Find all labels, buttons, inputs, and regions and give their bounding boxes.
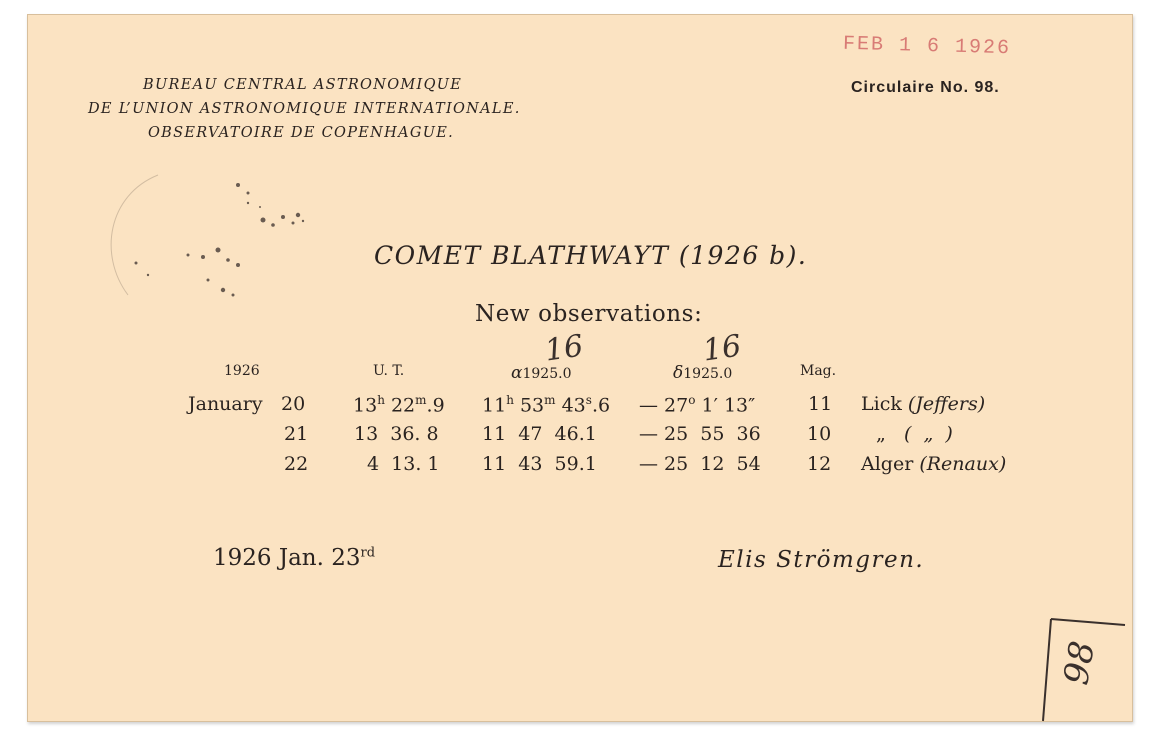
row1-mag: 11 <box>808 393 833 415</box>
dec-symbol: δ <box>673 363 684 383</box>
row1-dec: — 27$^o$ 1′ 13″ <box>639 393 756 417</box>
header-year: 1926 <box>224 363 260 379</box>
row3-observatory: Alger (Renaux) <box>861 453 1007 475</box>
row1-observatory: Lick (Jeffers) <box>861 393 986 415</box>
row2-ra: 11 47 46.1 <box>482 423 597 445</box>
handwritten-dec-correction: 16 <box>700 328 744 369</box>
subtitle: New observations: <box>475 301 703 327</box>
header-dec <box>673 363 732 383</box>
row2-mag: 10 <box>807 423 832 445</box>
row3-dec: — 25 12 54 <box>639 453 761 475</box>
circular-card <box>27 14 1133 722</box>
ra-epoch: 1925.0 <box>522 366 572 382</box>
row2-day: 21 <box>284 423 309 445</box>
issue-date: 1926 Jan. 23rd <box>213 545 376 571</box>
row3-ut: 4 13. 1 <box>367 453 440 475</box>
date-stamp: FEB 1 6 1926 <box>842 32 1012 61</box>
postmark-smudge <box>88 165 348 325</box>
circular-number: Circulaire No. 98. <box>851 79 1000 96</box>
row2-dec: — 25 55 36 <box>639 423 761 445</box>
header-observatory: OBSERVATOIRE DE COPENHAGUE. <box>148 125 455 141</box>
header-mag: Mag. <box>800 363 837 379</box>
header-union: DE L’UNION ASTRONOMIQUE INTERNATIONALE. <box>88 101 521 117</box>
handwritten-ra-correction: 16 <box>542 328 586 369</box>
header-bureau: BUREAU CENTRAL ASTRONOMIQUE <box>143 77 463 93</box>
handwritten-corner-number: 98 <box>1056 638 1104 688</box>
header-ut: U. T. <box>373 363 405 379</box>
row1-day: 20 <box>281 393 306 415</box>
row3-ra: 11 43 59.1 <box>482 453 597 475</box>
page-title: COMET BLATHWAYT (1926 b). <box>374 241 808 270</box>
row1-ra: 11$^h$ 53$^m$ 43$^s$.6 <box>482 393 611 417</box>
ra-symbol: α <box>511 363 523 383</box>
signature: Elis Strömgren. <box>718 547 925 573</box>
row3-mag: 12 <box>807 453 832 475</box>
row2-observatory: „ ( „ ) <box>876 423 953 445</box>
row1-month: January <box>188 393 263 415</box>
row2-ut: 13 36. 8 <box>354 423 439 445</box>
row1-ut: 13$^h$ 22$^m$.9 <box>353 393 445 417</box>
row3-day: 22 <box>284 453 309 475</box>
dec-epoch: 1925.0 <box>683 366 733 382</box>
